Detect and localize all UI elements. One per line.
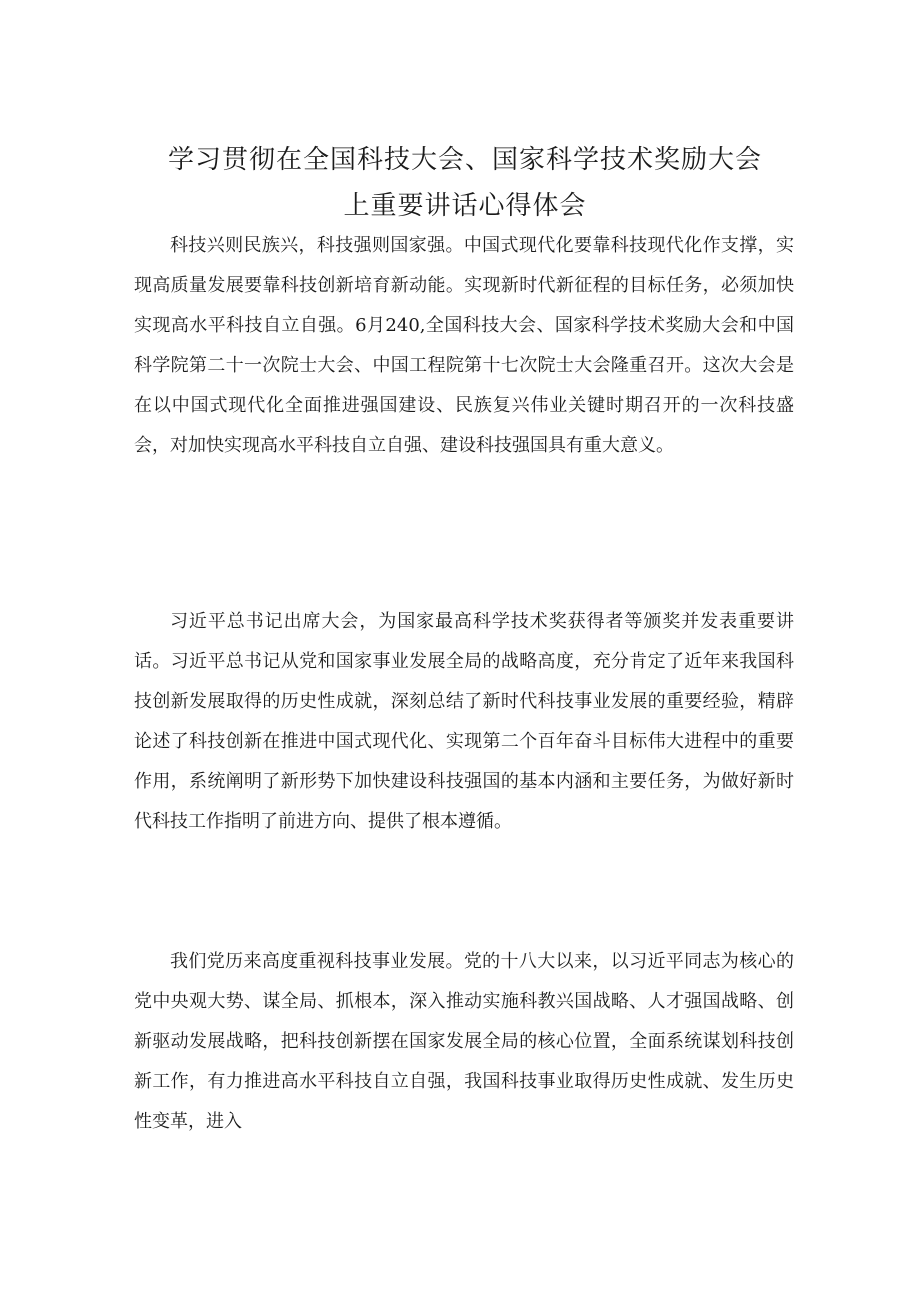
- document-title-line-2: 上重要讲话心得体会: [343, 191, 587, 222]
- body-paragraph-1: 科技兴则民族兴，科技强则国家强。中国式现代化要靠科技现代化作支撑，实现高质量发展要靠科技创新培育新动能。实现新时代新征程的目标任务，必须加快实现高水平科技自立自强。6月240,全国科技大会、国家科学技术奖励大会和中国科学院第二十一次院士大会、中国工程院第十七次院士大会隆重召开。这次大会是在以中国式现代化全面推进强国建设、民族复兴伟业关键时期召开的一次科技盛会，对加快实现高水平科技自立自强、建设科技强国具有重大意义。: [134, 235, 794, 456]
- body-paragraph-2: 习近平总书记出席大会，为国家最高科学技术奖获得者等颁奖并发表重要讲话。习近平总书记从党和国家事业发展全局的战略高度，充分肯定了近年来我国科技创新发展取得的历史性成就，深刻总结了新时代科技事业发展的重要经验，精辟论述了科技创新在推进中国式现代化、实现第二个百年奋斗目标伟大进程中的重要作用，系统阐明了新形势下加快建设科技强国的基本内涵和主要任务，为做好新时代科技工作指明了前进方向、提供了根本遵循。: [134, 611, 794, 832]
- body-paragraph-3: 我们党历来高度重视科技事业发展。党的十八大以来，以习近平同志为核心的党中央观大势、谋全局、抓根本，深入推动实施科教兴国战略、人才强国战略、创新驱动发展战略，把科技创新摆在国家发展全局的核心位置，全面系统谋划科技创新工作，有力推进高水平科技自立自强，我国科技事业取得历史性成就、发生历史性变革，进入: [134, 951, 794, 1132]
- document-title-line-1: 学习贯彻在全国科技大会、国家科学技术奖励大会: [167, 145, 762, 176]
- document-title: [120, 137, 810, 229]
